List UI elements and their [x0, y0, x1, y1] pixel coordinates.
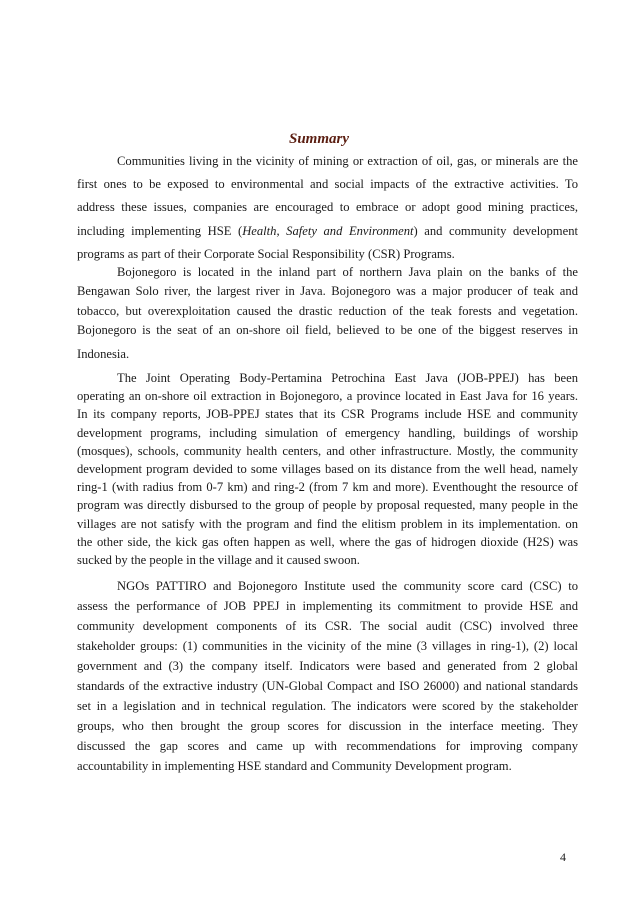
text-line: sucked by the people in the village and it caused swoon. [77, 552, 360, 567]
text-line: The Joint Operating Body-Pertamina Petrochina East Java (JOB-PPEJ) has been [117, 371, 578, 385]
page-number: 4 [560, 850, 566, 864]
text-line: program was directly disbursed to the group of people by proposal requested, many people in the [77, 498, 578, 513]
text-line: community development components of its CSR. The social audit (CSC) involved three [77, 619, 578, 633]
text-line: Bojonegoro is located in the inland part of northern Java plain on the banks of the [117, 265, 578, 279]
text-segment: ) and community development [413, 223, 578, 238]
text-line: In its company reports, JOB-PPEJ states that its CSR Programs include HSE and community [77, 407, 578, 422]
text-line: standards of the extractive industry (UN-Global Compact and ISO 26000) and national standards [77, 679, 578, 693]
text-line: government and (3) the company itself. Indicators were based and generated from 2 global [77, 659, 578, 673]
text-line: programs as part of their Corporate Social Responsibility (CSR) Programs. [77, 246, 455, 261]
page-title: Summary [288, 131, 349, 147]
text-line: Bengawan Solo river, the largest river in Java. Bojonegoro was a major producer of teak and [77, 284, 578, 299]
text-line: accountability in implementing HSE standard and Community Development program. [77, 759, 512, 773]
text-line: development programs, including simulation of emergency handling, buildings of worship [77, 425, 578, 440]
text-line: ring-1 (with radius from 0-7 km) and ring-2 (from 7 km and more). Eventhought the resource of [77, 480, 578, 495]
paragraph-job-ppej [77, 369, 578, 569]
text-line: tobacco, but overexploitation caused the drastic reduction of the teak forests and vegetation. [77, 303, 578, 318]
text-line: Bojonegoro is the seat of an on-shore oil field, believed to be one of the biggest reserves in [77, 323, 578, 338]
text-line: NGOs PATTIRO and Bojonegoro Institute used the community score card (CSC) to [117, 579, 578, 593]
text-line: the other side, the kick gas often happen as well, where the gas of hidrogen dioxide (H2S) was [77, 534, 578, 549]
text-line: development program devided to some villages based on its distance from the well head, namely [77, 461, 578, 476]
paragraph-social-audit [77, 576, 578, 776]
paragraph-bojonegoro [77, 263, 578, 363]
text-line: set in a legislation and in technical regulation. The indicators were scored by the stakeholder [77, 699, 578, 713]
text-line: (mosques), schools, community health centers, and other infrastructure. Mostly, the community [77, 443, 578, 458]
text-line: Communities living in the vicinity of mining or extraction of oil, gas, or minerals are the [117, 154, 578, 168]
text-line: villages are not satisfy with the program and find the elitism problem in its implementation. on [77, 516, 578, 531]
text-line [77, 220, 578, 243]
text-line: groups, who then brought the group scores for discussion in the interface meeting. They [77, 719, 578, 733]
paragraph-csr-intro [77, 150, 578, 266]
text-segment: including implementing HSE ( [77, 223, 243, 238]
text-line: assess the performance of JOB PPEJ in implementing its commitment to provide HSE and [77, 599, 578, 613]
text-line: discussed the gap scores and came up with recommendations for improving company [77, 739, 578, 753]
text-line: first ones to be exposed to environmental and social impacts of the extractive activities. To [77, 177, 578, 192]
text-line: Indonesia. [77, 346, 130, 361]
text-line: address these issues, companies are encouraged to embrace or adopt good mining practices, [77, 200, 578, 215]
text-line: operating an on-shore oil extraction in Bojonegoro, a province located in East Java for 16 years. [77, 389, 578, 404]
text-line: stakeholder groups: (1) communities in the vicinity of the mine (3 villages in ring-1), (2) local [77, 639, 578, 653]
italic-term: Health, Safety and Environment [242, 223, 414, 238]
